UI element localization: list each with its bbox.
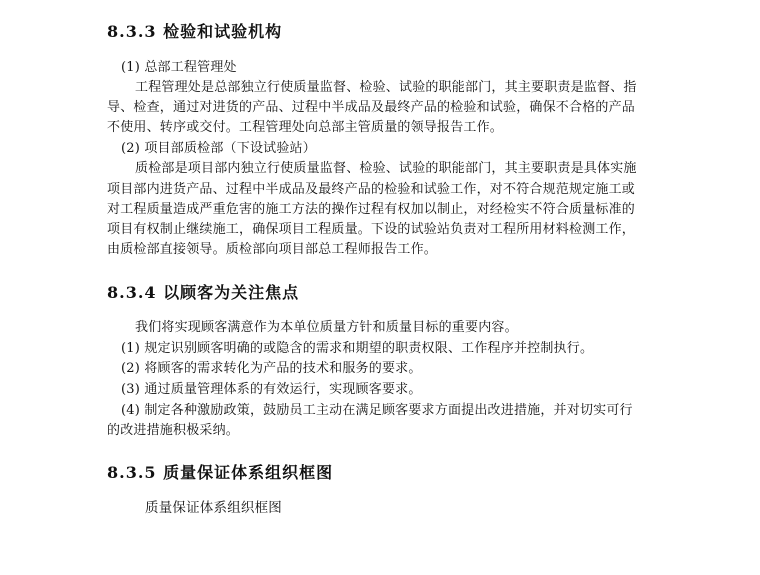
paragraph-line: 对工程质量造成严重危害的施工方法的操作过程有权加以制止，对经检实不符合质量标准的 [107, 202, 636, 217]
section-heading-8-3-3: 8.3.3 检验和试验机构 [107, 22, 283, 41]
paragraph-line: 由质检部直接领导。质检部向项目部总工程师报告工作。 [107, 242, 438, 257]
section-heading-8-3-4: 8.3.4 以顾客为关注焦点 [107, 283, 300, 302]
list-item: (1) 规定识别顾客明确的或隐含的需求和期望的职责权限、工作程序并控制执行。 [121, 341, 594, 356]
section-heading-8-3-5: 8.3.5 质量保证体系组织框图 [107, 463, 334, 482]
item-1-title: (1) 总部工程管理处 [121, 60, 237, 75]
list-item: (3) 通过质量管理体系的有效运行，实现顾客要求。 [121, 382, 422, 397]
paragraph-line: 项目有权制止继续施工，确保项目工程质量。下设的试验站负责对工程所用材料检测工作， [107, 222, 636, 237]
list-item: (4) 制定各种激励政策，鼓励员工主动在满足顾客要求方面提出改进措施，并对切实可行 [121, 403, 633, 418]
list-item: (2) 将顾客的需求转化为产品的技术和服务的要求。 [121, 361, 422, 376]
figure-caption: 质量保证体系组织框图 [145, 500, 282, 516]
paragraph-line: 不使用、转序或交付。工程管理处向总部主管质量的领导报告工作。 [107, 120, 504, 135]
item-2-title: (2) 项目部质检部（下设试验站） [121, 141, 316, 156]
paragraph-line: 工程管理处是总部独立行使质量监督、检验、试验的职能部门，其主要职责是监督、指 [135, 80, 637, 95]
intro-line: 我们将实现顾客满意作为本单位质量方针和质量目标的重要内容。 [135, 320, 518, 335]
paragraph-line: 项目部内进货产品、过程中半成品及最终产品的检验和试验工作，对不符合规范规定施工或 [107, 182, 636, 197]
list-item-continuation: 的改进措施积极采纳。 [107, 423, 240, 438]
paragraph-line: 质检部是项目部内独立行使质量监督、检验、试验的职能部门，其主要职责是具体实施 [135, 161, 637, 176]
paragraph-line: 导、检查，通过对进货的产品、过程中半成品及最终产品的检验和试验，确保不合格的产品 [107, 100, 636, 115]
